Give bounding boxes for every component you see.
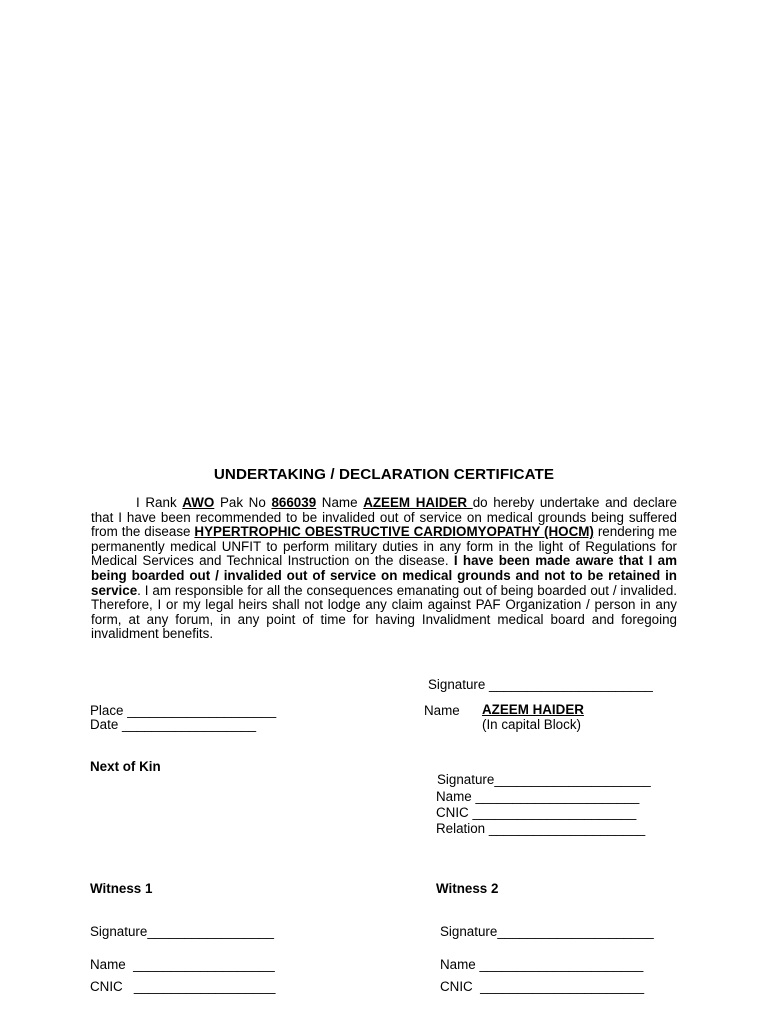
pak-no-value: 866039 xyxy=(271,495,317,510)
declarant-name-value: AZEEM HAIDER xyxy=(482,702,584,717)
witness-1-name-line: Name ___________________ xyxy=(90,957,275,972)
nok-name-line: Name ______________________ xyxy=(436,789,640,804)
witness-2-signature-line: Signature_____________________ xyxy=(440,924,654,939)
place-line: Place ____________________ xyxy=(90,703,277,718)
nok-relation-line: Relation _____________________ xyxy=(436,821,646,836)
para-text-5: rendering me permanently medical UNFIT to perform military duties in any form in the light of Regulations for Medical Services and Technical Instruction on the disease. xyxy=(91,524,677,569)
witness-1-signature-line: Signature_________________ xyxy=(90,924,274,939)
bold-statement: I have been made aware that I am being boarded out / invalided out of service on medical grounds and not to be retained in service xyxy=(91,553,678,598)
next-of-kin-heading: Next of Kin xyxy=(90,759,161,774)
para-text-2: Pak No xyxy=(214,495,272,510)
para-text-3: Name xyxy=(316,495,364,510)
witness-2-cnic-line: CNIC ______________________ xyxy=(440,979,645,994)
nok-signature-line: Signature_____________________ xyxy=(437,772,651,787)
para-text-6: . I am responsible for all the consequences emanating out of being boarded out / invalided. Therefore, I or my legal heirs shall not lodge any claim against PAF Organization / person in any form, at any forum, in any point of time for having Invalidment medical board and foregoing invalidment benefits. xyxy=(91,582,677,642)
witness-2-heading: Witness 2 xyxy=(436,881,499,896)
date-line: Date __________________ xyxy=(90,717,257,732)
witness-2-name-line: Name ______________________ xyxy=(440,957,644,972)
document-title: UNDERTAKING / DECLARATION CERTIFICATE xyxy=(213,466,555,483)
declaration-paragraph xyxy=(91,496,677,642)
nok-cnic-line: CNIC ______________________ xyxy=(436,805,637,820)
witness-1-heading: Witness 1 xyxy=(90,881,153,896)
rank-value: AWO xyxy=(182,495,215,510)
disease-value: HYPERTROPHIC OBESTRUCTIVE CARDIOMYOPATHY (HOCM) xyxy=(194,524,594,540)
declarant-signature-line: Signature ______________________ xyxy=(428,677,653,692)
witness-1-cnic-line: CNIC ___________________ xyxy=(90,979,276,994)
para-text-4: do hereby undertake and declare that I have been recommended to be invalided out of service on medical grounds being suffered from the disease xyxy=(91,495,677,540)
declarant-name-label: Name xyxy=(424,703,460,718)
name-value: AZEEM HAIDER xyxy=(363,495,473,510)
para-text-1: I Rank xyxy=(136,495,183,510)
capital-block-note: (In capital Block) xyxy=(482,717,581,732)
